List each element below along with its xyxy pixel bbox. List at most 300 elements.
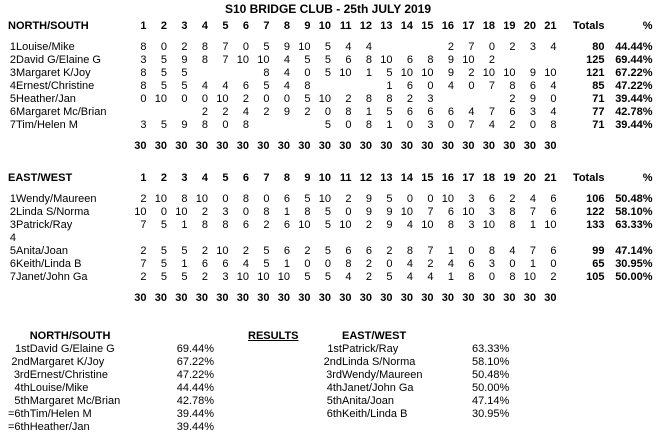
board-score — [516, 54, 537, 67]
pair-name: Patrick/Ray — [16, 219, 73, 231]
board-score: 10 — [154, 93, 167, 105]
pair-number: 3 — [9, 67, 16, 79]
board-score: 4 — [509, 245, 516, 257]
board-score — [311, 80, 332, 93]
result-name: Anita/Joan — [342, 395, 394, 407]
board-score: 7 — [222, 41, 229, 53]
pair-name — [16, 232, 126, 245]
result-row — [8, 382, 247, 395]
result-row — [8, 408, 247, 421]
board-score: 2 — [509, 93, 516, 105]
pair-number: 2 — [9, 54, 16, 66]
pair-row — [8, 232, 653, 245]
board-score: 7 — [140, 219, 147, 231]
result-rank: 3rd — [13, 369, 30, 381]
pair-name: Margaret K/Joy — [16, 67, 91, 79]
pair-total: 77 — [592, 106, 605, 118]
board-score: 6 — [488, 193, 495, 205]
board-max-value: 30 — [482, 140, 495, 152]
board-score: 5 — [181, 67, 188, 79]
pair-name: Anita/Joan — [16, 245, 68, 257]
board-number-header: 9 — [304, 172, 311, 184]
board-score: 7 — [488, 106, 495, 118]
board-score: 4 — [242, 106, 249, 118]
board-number-header: 6 — [242, 172, 249, 184]
result-name: Keith/Linda B — [342, 408, 408, 420]
board-score: 2 — [304, 245, 311, 257]
board-score: 10 — [298, 41, 311, 53]
board-score: 5 — [263, 80, 270, 92]
board-score: 10 — [523, 271, 536, 283]
result-rank: =6th — [8, 421, 30, 433]
board-score: 10 — [339, 219, 352, 231]
pair-total: 71 — [592, 93, 605, 105]
board-score: 10 — [544, 219, 557, 231]
board-number-header: 7 — [263, 172, 270, 184]
board-number-header: 10 — [318, 172, 331, 184]
board-score: 2 — [263, 106, 270, 118]
result-rank: 5th — [326, 395, 342, 407]
board-score: 6 — [345, 54, 352, 66]
result-rank: 3rd — [326, 369, 342, 381]
board-score: 10 — [257, 54, 270, 66]
board-score: 3 — [427, 93, 434, 105]
board-score: 7 — [427, 206, 434, 218]
board-score — [393, 41, 414, 54]
pair-total: 71 — [592, 119, 605, 131]
board-score: 2 — [242, 245, 249, 257]
pair-number: 4 — [9, 80, 16, 92]
board-score: 3 — [468, 193, 475, 205]
result-name: Linda S/Norma — [342, 356, 416, 368]
board-score: 6 — [222, 258, 229, 270]
board-score: 5 — [160, 271, 167, 283]
board-score: 2 — [509, 193, 516, 205]
board-score: 8 — [201, 119, 208, 131]
matrix-header-row — [8, 172, 653, 185]
board-max-value: 30 — [298, 140, 311, 152]
pair-name: Wendy/Maureen — [16, 193, 97, 205]
pair-percent: 42.78% — [615, 106, 653, 118]
result-name: Ernest/Christine — [29, 369, 108, 381]
board-max-value: 30 — [339, 140, 352, 152]
board-score: 7 — [222, 54, 229, 66]
board-score: 10 — [277, 271, 290, 283]
pair-name: Heather/Jan — [16, 93, 76, 105]
board-score: 2 — [447, 41, 454, 53]
board-number-header: 12 — [359, 172, 372, 184]
board-score: 2 — [345, 93, 352, 105]
board-max-value: 30 — [277, 140, 290, 152]
board-score: 8 — [140, 41, 147, 53]
board-score: 4 — [406, 219, 413, 231]
board-score: 4 — [345, 271, 352, 283]
spacer-cell — [8, 132, 653, 140]
pair-number: 5 — [9, 93, 16, 105]
spacer-cell — [8, 284, 653, 292]
board-score: 6 — [529, 80, 536, 92]
board-score: 3 — [529, 106, 536, 118]
result-row — [8, 356, 247, 369]
board-number-header: 13 — [380, 20, 393, 32]
north-south-results — [8, 330, 248, 434]
board-number-header: 5 — [222, 172, 229, 184]
board-score: 5 — [324, 206, 331, 218]
board-max-value: 30 — [298, 292, 311, 304]
pair-row — [8, 93, 653, 106]
pair-number: 5 — [9, 245, 16, 257]
result-percent: 67.22% — [176, 356, 215, 368]
board-score: 5 — [160, 219, 167, 231]
board-score — [393, 232, 414, 245]
board-score: 2 — [468, 67, 475, 79]
board-number-header: 21 — [544, 20, 557, 32]
result-row — [8, 369, 247, 382]
result-name: Margaret Mc/Brian — [29, 395, 121, 407]
board-score — [495, 232, 516, 245]
board-score: 6 — [242, 80, 249, 92]
result-name: Heather/Jan — [29, 421, 90, 433]
board-score — [229, 67, 250, 80]
board-score — [454, 232, 475, 245]
spacer-cell — [8, 33, 653, 41]
result-percent: 58.10% — [472, 356, 510, 368]
board-score: 9 — [365, 206, 372, 218]
board-score — [290, 232, 311, 245]
board-score: 1 — [529, 258, 536, 270]
board-score: 1 — [529, 219, 536, 231]
board-score: 0 — [468, 245, 475, 257]
board-score: 3 — [488, 206, 495, 218]
board-score — [331, 232, 352, 245]
pair-row — [8, 206, 653, 219]
board-number-header: 1 — [140, 172, 147, 184]
board-score — [188, 67, 209, 80]
board-score: 4 — [468, 106, 475, 118]
board-score: 2 — [263, 219, 270, 231]
board-score — [495, 54, 516, 67]
board-number-header: 18 — [482, 172, 495, 184]
board-score: 9 — [447, 67, 454, 79]
board-score: 6 — [550, 193, 557, 205]
page-title: S10 BRIDGE CLUB - 25th JULY 2019 — [224, 2, 432, 16]
result-percent: 30.95% — [472, 408, 510, 420]
board-score: 3 — [529, 41, 536, 53]
result-name: Tim/Helen M — [29, 408, 92, 420]
result-percent: 47.22% — [176, 369, 215, 381]
result-row — [320, 395, 532, 408]
pair-percent — [605, 232, 653, 245]
pair-row — [8, 271, 653, 284]
board-score: 0 — [447, 119, 454, 131]
board-score: 1 — [365, 67, 372, 79]
board-number-header: 10 — [318, 20, 331, 32]
board-max-row — [8, 140, 653, 153]
board-score: 5 — [386, 106, 393, 118]
board-score: 2 — [201, 245, 208, 257]
board-score: 8 — [365, 119, 372, 131]
board-score: 0 — [468, 80, 475, 92]
board-score: 9 — [529, 67, 536, 79]
board-score: 4 — [427, 271, 434, 283]
spacer-row — [8, 284, 653, 292]
board-score: 2 — [181, 41, 188, 53]
board-score: 5 — [160, 245, 167, 257]
board-score: 7 — [529, 206, 536, 218]
spacer-row — [8, 185, 653, 193]
board-score: 8 — [468, 271, 475, 283]
result-name: Margaret K/Joy — [29, 356, 105, 368]
board-max-value: 30 — [318, 140, 331, 152]
board-score: 10 — [380, 54, 393, 66]
board-score — [147, 106, 168, 119]
pair-row — [8, 80, 653, 93]
spacer-cell — [605, 140, 653, 153]
board-score: 10 — [216, 93, 229, 105]
board-score — [413, 232, 434, 245]
board-score: 5 — [160, 119, 167, 131]
board-score — [249, 232, 270, 245]
results-heading-column — [248, 330, 320, 434]
board-score: 1 — [447, 245, 454, 257]
board-max-value: 30 — [380, 140, 393, 152]
board-score: 8 — [304, 80, 311, 92]
board-score: 8 — [263, 67, 270, 79]
board-score: 10 — [400, 206, 413, 218]
pair-percent: 67.22% — [615, 67, 653, 79]
board-score: 8 — [509, 80, 516, 92]
pair-total: 85 — [592, 80, 605, 92]
board-score: 8 — [222, 219, 229, 231]
board-score — [147, 232, 168, 245]
board-score: 2 — [365, 271, 372, 283]
pair-percent: 50.00% — [615, 271, 653, 283]
result-row — [320, 369, 532, 382]
board-score: 6 — [242, 219, 249, 231]
board-number-header: 12 — [359, 20, 372, 32]
board-max-value: 30 — [441, 292, 454, 304]
board-score: 2 — [140, 271, 147, 283]
board-number-header: 18 — [482, 20, 495, 32]
pair-row — [8, 258, 653, 271]
board-score: 10 — [195, 193, 208, 205]
board-score: 10 — [400, 67, 413, 79]
board-number-header: 13 — [380, 172, 393, 184]
board-score: 4 — [242, 258, 249, 270]
board-score: 7 — [468, 41, 475, 53]
board-score: 10 — [298, 219, 311, 231]
board-score: 0 — [283, 93, 290, 105]
board-score: 5 — [160, 67, 167, 79]
board-score: 0 — [488, 41, 495, 53]
pair-percent: 47.22% — [615, 80, 653, 92]
board-score: 5 — [160, 258, 167, 270]
board-score: 10 — [257, 271, 270, 283]
result-row — [8, 343, 247, 356]
result-name: Janet/John Ga — [342, 382, 414, 394]
board-score: 5 — [181, 271, 188, 283]
result-rank: 5th — [14, 395, 30, 407]
board-score: 0 — [406, 193, 413, 205]
board-max-row — [8, 292, 653, 305]
board-score: 0 — [324, 258, 331, 270]
pair-number: 7 — [9, 119, 16, 131]
board-max-value: 30 — [523, 292, 536, 304]
board-score: 4 — [345, 41, 352, 53]
board-number-header: 5 — [222, 20, 229, 32]
board-score — [229, 232, 250, 245]
result-rank: 4th — [14, 382, 30, 394]
board-score: 6 — [468, 258, 475, 270]
board-score — [413, 41, 434, 54]
pair-number: 7 — [9, 271, 16, 283]
board-number-header: 14 — [400, 20, 413, 32]
pair-name: Linda S/Norma — [16, 206, 90, 218]
result-rank: 1st — [15, 343, 30, 355]
board-number-header: 16 — [441, 172, 454, 184]
board-score — [126, 106, 147, 119]
board-score: 2 — [222, 106, 229, 118]
board-score — [475, 93, 496, 106]
board-number-header: 4 — [201, 20, 208, 32]
board-score: 0 — [345, 119, 352, 131]
result-row — [320, 408, 532, 421]
board-score: 5 — [324, 67, 331, 79]
board-score: 8 — [509, 271, 516, 283]
board-score: 0 — [242, 206, 249, 218]
board-max-value: 30 — [462, 292, 475, 304]
board-score: 5 — [324, 119, 331, 131]
board-score: 1 — [283, 206, 290, 218]
board-score: 2 — [509, 119, 516, 131]
board-score: 8 — [345, 258, 352, 270]
board-number-header: 7 — [263, 20, 270, 32]
board-score: 0 — [324, 106, 331, 118]
pair-percent: 44.44% — [615, 41, 653, 53]
board-score: 8 — [201, 41, 208, 53]
pair-name: Janet/John Ga — [16, 271, 88, 283]
board-score: 8 — [447, 219, 454, 231]
board-score — [290, 119, 311, 132]
board-score: 2 — [304, 106, 311, 118]
board-score: 10 — [462, 206, 475, 218]
board-score: 10 — [175, 206, 188, 218]
board-score: 8 — [140, 80, 147, 92]
result-row — [320, 356, 532, 369]
result-rank: 1st — [327, 343, 342, 355]
board-score: 9 — [529, 93, 536, 105]
pair-percent: 50.48% — [615, 193, 653, 205]
board-score: 3 — [468, 219, 475, 231]
totals-header: Totals — [572, 20, 605, 32]
board-score: 10 — [544, 67, 557, 79]
board-score: 8 — [386, 93, 393, 105]
board-max-value: 30 — [134, 292, 147, 304]
board-score: 0 — [222, 119, 229, 131]
board-score: 7 — [140, 258, 147, 270]
results-heading: RESULTS — [248, 330, 299, 342]
pair-number: 6 — [9, 106, 16, 118]
pair-name: Keith/Linda B — [16, 258, 82, 270]
board-max-value: 30 — [421, 292, 434, 304]
pair-number: 2 — [9, 206, 16, 218]
board-score: 7 — [427, 245, 434, 257]
result-percent: 44.44% — [176, 382, 215, 394]
board-number-header: 19 — [503, 172, 516, 184]
east-west-table — [8, 172, 653, 305]
board-score: 4 — [365, 41, 372, 53]
pair-number: 1 — [9, 193, 16, 205]
totals-header: Totals — [572, 172, 605, 184]
board-score: 8 — [365, 93, 372, 105]
board-score: 0 — [242, 41, 249, 53]
result-percent: 39.44% — [176, 421, 215, 433]
board-score: 5 — [386, 271, 393, 283]
board-score: 10 — [236, 271, 249, 283]
spacer-row — [8, 33, 653, 41]
board-score: 0 — [160, 206, 167, 218]
board-score: 0 — [201, 93, 208, 105]
north-south-table — [8, 20, 653, 153]
board-number-header: 14 — [400, 172, 413, 184]
board-score: 5 — [304, 54, 311, 66]
board-score: 3 — [222, 271, 229, 283]
board-max-value: 30 — [195, 140, 208, 152]
board-score: 4 — [406, 271, 413, 283]
board-score — [516, 232, 537, 245]
pair-total: 105 — [586, 271, 605, 283]
result-name: David G/Elaine G — [29, 343, 115, 355]
board-max-value: 30 — [236, 140, 249, 152]
board-score: 5 — [263, 245, 270, 257]
board-number-header: 6 — [242, 20, 249, 32]
board-score: 2 — [201, 271, 208, 283]
board-score: 9 — [365, 193, 372, 205]
board-score: 10 — [318, 93, 331, 105]
board-score: 10 — [503, 67, 516, 79]
spacer-cell — [8, 292, 126, 305]
board-score: 2 — [509, 41, 516, 53]
east-west-results — [320, 330, 532, 434]
board-score: 3 — [488, 258, 495, 270]
board-score: 4 — [447, 80, 454, 92]
board-score: 10 — [318, 193, 331, 205]
spacer-cell — [605, 292, 653, 305]
pair-row — [8, 54, 653, 67]
board-score: 1 — [386, 119, 393, 131]
board-score: 6 — [283, 219, 290, 231]
pair-total: 122 — [586, 206, 605, 218]
board-score: 0 — [529, 119, 536, 131]
board-score: 4 — [529, 193, 536, 205]
pair-row — [8, 119, 653, 132]
board-score — [126, 232, 147, 245]
board-score: 1 — [386, 80, 393, 92]
spacer-cell — [8, 330, 30, 343]
board-score: 8 — [345, 106, 352, 118]
pair-number: 6 — [9, 258, 16, 270]
board-number-header: 16 — [441, 20, 454, 32]
board-score: 0 — [550, 93, 557, 105]
board-score: 10 — [339, 67, 352, 79]
board-score: 0 — [304, 258, 311, 270]
pair-total: 106 — [586, 193, 605, 205]
ns-results-label: NORTH/SOUTH — [29, 330, 111, 342]
north-south-label: NORTH/SOUTH — [8, 20, 89, 32]
board-number-header: 8 — [283, 20, 290, 32]
board-score: 5 — [304, 93, 311, 105]
results-section — [8, 330, 656, 434]
